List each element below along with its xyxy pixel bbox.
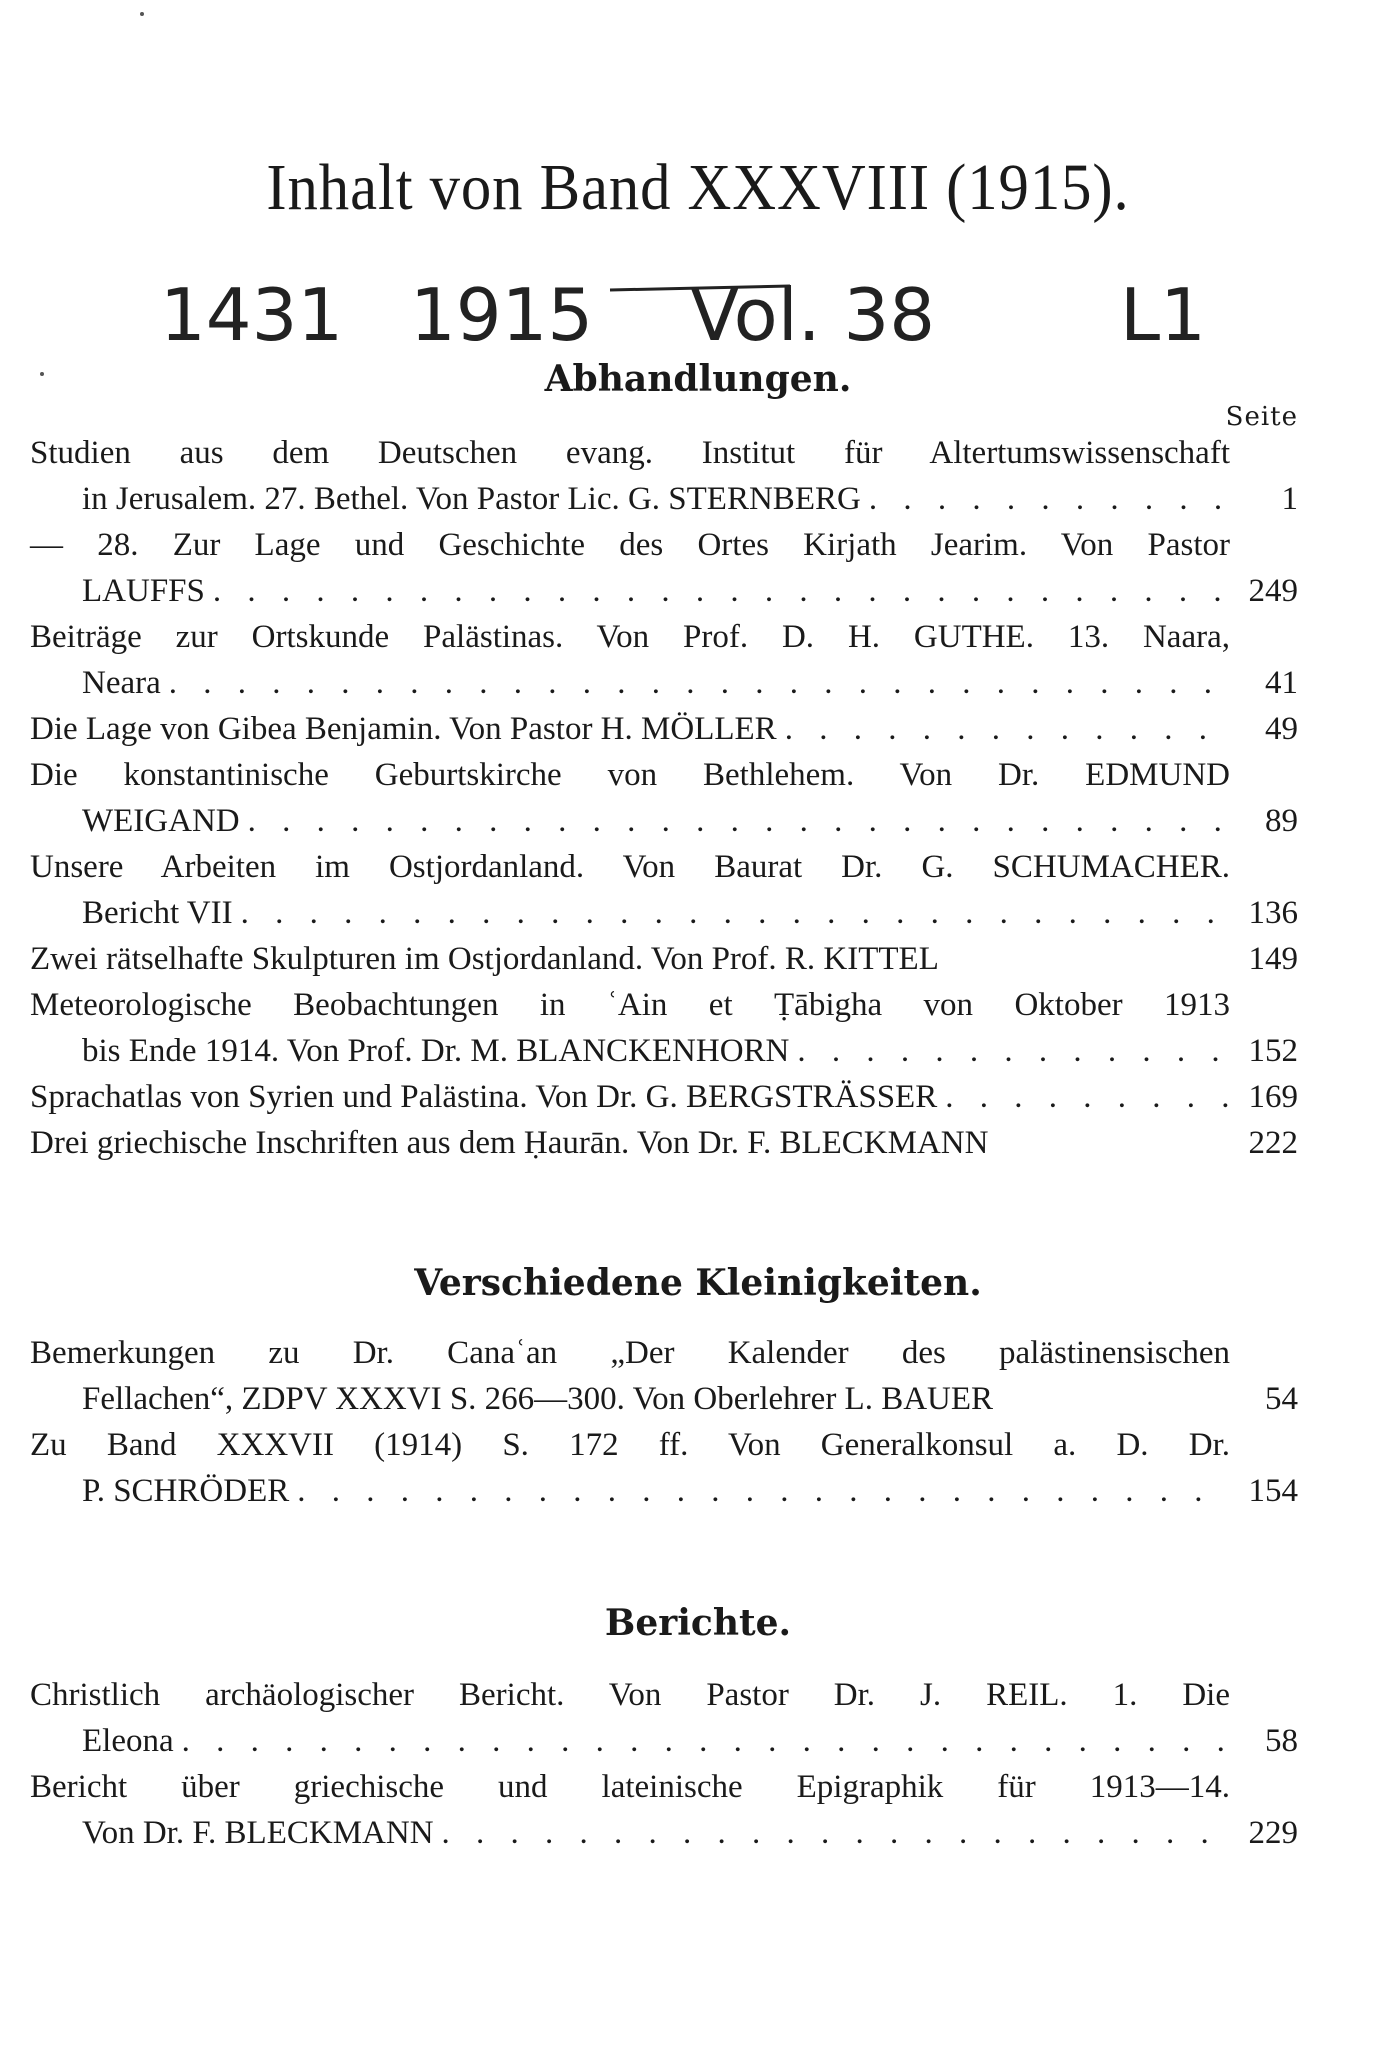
- section-heading-kleinigkeiten: Verschiedene Kleinigkeiten.: [414, 1262, 982, 1304]
- handwritten-code: L1: [1120, 273, 1206, 357]
- page-number: 136: [1248, 895, 1298, 931]
- entry-line: P. SCHRÖDER: [82, 1473, 290, 1509]
- page-number: 154: [1248, 1473, 1298, 1509]
- page-number: 149: [1248, 941, 1298, 977]
- entry-line: Christlich archäologischer Bericht. Von Pastor Dr. J. REIL. 1. Die: [30, 1677, 1230, 1713]
- entry-line: Fellachen“, ZDPV XXXVI S. 266—300. Von Oberlehrer L. BAUER: [82, 1381, 994, 1417]
- entry-line: Von Dr. F. BLECKMANN: [82, 1815, 434, 1851]
- page-number: 1: [1281, 481, 1298, 517]
- toc-entry[interactable]: [30, 1074, 1298, 1120]
- page-number: 89: [1265, 803, 1298, 839]
- page-number: 49: [1265, 711, 1298, 747]
- toc-entry[interactable]: [30, 1330, 1298, 1422]
- entry-line: Drei griechische Inschriften aus dem Ḥaurān. Von Dr. F. BLECKMANN: [30, 1125, 989, 1161]
- page-number: 229: [1248, 1815, 1298, 1851]
- entry-line: Zwei rätselhafte Skulpturen im Ostjordanland. Von Prof. R. KITTEL: [30, 941, 939, 977]
- toc-entry[interactable]: [30, 844, 1298, 936]
- page-number: 152: [1248, 1033, 1298, 1069]
- entry-line: Die Lage von Gibea Benjamin. Von Pastor H. MÖLLER: [30, 711, 777, 747]
- page-number: 41: [1265, 665, 1298, 701]
- entry-line: Eleona: [82, 1723, 174, 1759]
- page-number: 222: [1248, 1125, 1298, 1161]
- entry-line: Die konstantinische Geburtskirche von Bethlehem. Von Dr. EDMUND: [30, 757, 1230, 793]
- page-number: 169: [1248, 1079, 1298, 1115]
- handwritten-year: 1915: [410, 273, 594, 357]
- toc-entry[interactable]: [30, 1672, 1298, 1764]
- entry-line: in Jerusalem. 27. Bethel. Von Pastor Lic. G. STERNBERG: [82, 481, 861, 517]
- entry-line: Beiträge zur Ortskunde Palästinas. Von Prof. D. H. GUTHE. 13. Naara,: [30, 619, 1230, 655]
- toc-entry[interactable]: [30, 614, 1298, 706]
- toc-entry[interactable]: [30, 706, 1298, 752]
- toc-entry[interactable]: [30, 752, 1298, 844]
- toc-entry[interactable]: [30, 1764, 1298, 1856]
- handwritten-volume: Vol. 38: [690, 273, 936, 357]
- seite-label: Seite: [1225, 402, 1298, 432]
- entry-line: LAUFFS: [82, 573, 205, 609]
- toc-entry[interactable]: [30, 522, 1298, 614]
- entry-line: WEIGAND: [82, 803, 240, 839]
- entry-line: Studien aus dem Deutschen evang. Institut für Altertumswissenschaft: [30, 435, 1230, 471]
- entry-line: bis Ende 1914. Von Prof. Dr. M. BLANCKENHORN: [82, 1033, 790, 1069]
- toc-entry[interactable]: [30, 982, 1298, 1074]
- entry-line: Bericht VII: [82, 895, 233, 931]
- toc-entry[interactable]: [30, 936, 1298, 982]
- page-number: 58: [1265, 1723, 1298, 1759]
- speck: [140, 12, 144, 16]
- entry-line: Meteorologische Beobachtungen in ʿAin et Ṭābigha von Oktober 1913: [30, 987, 1230, 1023]
- entry-line: Neara: [82, 665, 161, 701]
- section-heading-berichte: Berichte.: [604, 1602, 792, 1644]
- entry-line: Bemerkungen zu Dr. Canaʿan „Der Kalender des palästinensischen: [30, 1335, 1230, 1371]
- toc-entry[interactable]: [30, 1120, 1298, 1166]
- page-title: Inhalt von Band XXXVIII (1915).: [266, 151, 1130, 224]
- entry-line: Bericht über griechische und lateinische Epigraphik für 1913—14.: [30, 1769, 1230, 1805]
- page-number: 249: [1248, 573, 1298, 609]
- entry-line: — 28. Zur Lage und Geschichte des Ortes Kirjath Jearim. Von Pastor: [30, 527, 1230, 563]
- toc-entry[interactable]: [30, 1422, 1298, 1514]
- entry-line: Unsere Arbeiten im Ostjordanland. Von Baurat Dr. G. SCHUMACHER.: [30, 849, 1230, 885]
- handwritten-number: 1431: [160, 273, 344, 357]
- toc-entry[interactable]: [30, 430, 1298, 522]
- entry-line: Zu Band XXXVII (1914) S. 172 ff. Von Generalkonsul a. D. Dr.: [30, 1427, 1230, 1463]
- page-number: 54: [1265, 1381, 1298, 1417]
- section-heading-abhandlungen: Abhandlungen.: [544, 358, 852, 400]
- entry-line: Sprachatlas von Syrien und Palästina. Von Dr. G. BERGSTRÄSSER: [30, 1079, 938, 1115]
